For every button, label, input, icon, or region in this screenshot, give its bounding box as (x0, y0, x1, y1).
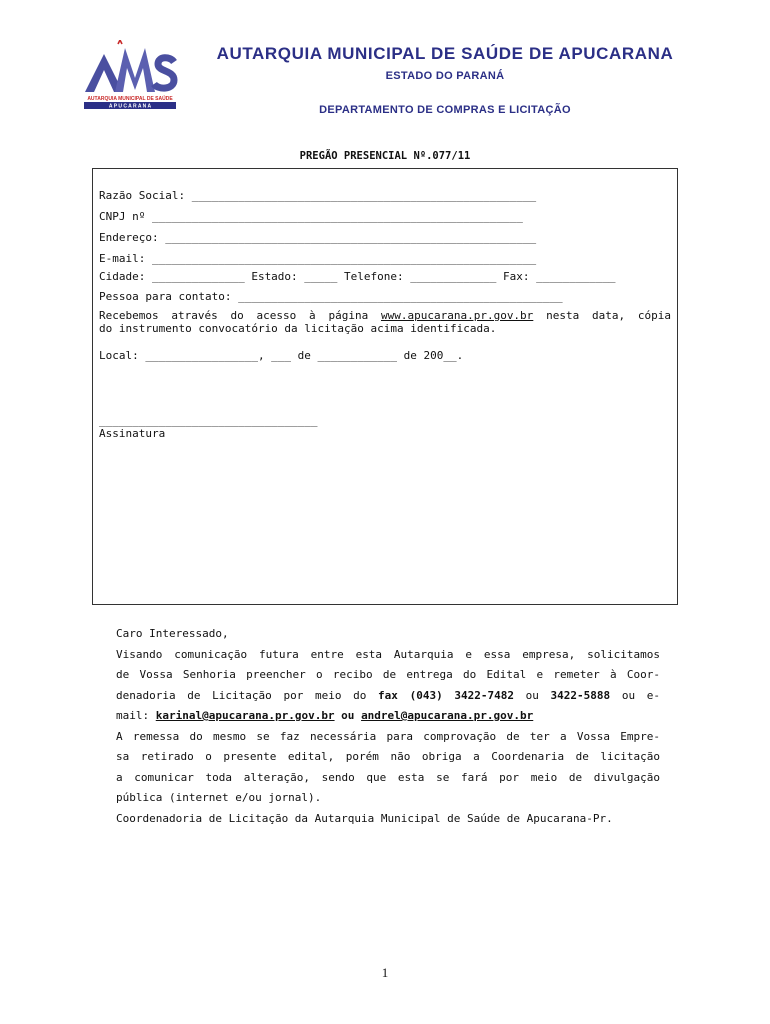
logo-accent-mark (118, 40, 122, 44)
receipt-text-mid: nesta data, cópia (533, 309, 671, 322)
letter-p1-line3 (116, 686, 660, 707)
pregao-title: PREGÃO PRESENCIAL Nº.077/11 (299, 150, 471, 162)
letter-closing: Coordenadoria de Licitação da Autarquia Municipal de Saúde de Apucarana-Pr. (116, 811, 613, 825)
letter-text: mail: (116, 709, 156, 722)
fax-number-alt: 3422-5888 (550, 688, 611, 702)
letter-text: ou (334, 709, 362, 722)
letter-p2-line4: pública (internet e/ou jornal). (116, 791, 322, 804)
letter-text: ou (513, 688, 551, 702)
endereco-field[interactable]: Endereço: ________________________________________________________ (99, 231, 537, 244)
fax-number: fax (043) 3422-7482 (378, 688, 514, 702)
letter-body (116, 624, 660, 829)
logo-letter-s (154, 58, 174, 88)
letter-p2-line2: sa retirado o presente edital, porém não obriga a Coordenaria de licitação (116, 750, 660, 763)
letter-text: denadoria de Licitação por meio do (116, 688, 379, 702)
website-link[interactable]: www.apucarana.pr.gov.br (380, 309, 534, 322)
contato-field[interactable]: Pessoa para contato: _________________________________________________ (99, 290, 563, 303)
ams-logo (82, 40, 178, 110)
letter-p1-line2: de Vossa Senhoria preencher o recibo de entrega do Edital e remeter à Coor- (116, 668, 660, 681)
email-field[interactable]: E-mail: __________________________________________________________ (99, 252, 537, 265)
letter-p1-line4 (116, 706, 660, 727)
email-link-karinal[interactable]: karinal@apucarana.pr.gov.br (155, 709, 335, 722)
letter-p1-line1: Visando comunicação futura entre esta Autarquia e essa empresa, solicitamos (116, 647, 660, 661)
email-link-andrel[interactable]: andrel@apucarana.pr.gov.br (361, 709, 534, 722)
cidade-estado-telefone-fax-row[interactable]: Cidade: ______________ Estado: _____ Telefone: _____________ Fax: ____________ (99, 270, 616, 283)
receipt-form (92, 168, 678, 605)
razao-social-field[interactable]: Razão Social: ____________________________________________________ (99, 189, 537, 202)
department-title: DEPARTAMENTO DE COMPRAS E LICITAÇÃO (319, 104, 571, 116)
agency-title: AUTARQUIA MUNICIPAL DE SAÚDE DE APUCARANA (216, 44, 674, 63)
page-number: 1 (381, 965, 389, 980)
receipt-statement-line1 (99, 309, 671, 323)
letter-greeting: Caro Interessado, (116, 627, 229, 640)
local-date-field[interactable]: Local: _________________, ___ de ____________ de 200__. (99, 349, 464, 362)
state-subtitle: ESTADO DO PARANÁ (385, 70, 505, 82)
logo-subtext: AUTARQUIA MUNICIPAL DE SAÚDE (87, 96, 173, 102)
signature-label: Assinatura (99, 427, 166, 440)
signature-line[interactable]: _________________________________ (99, 414, 318, 427)
receipt-statement-line2: do instrumento convocatório da licitação acima identificada. (99, 322, 497, 335)
cnpj-field[interactable]: CNPJ nº ________________________________________________________ (99, 210, 523, 223)
logo-city: A P U C A R A N A (108, 103, 152, 110)
letter-text: ou e- (610, 688, 660, 702)
letter-p2-line3: a comunicar toda alteração, sendo que esta se fará por meio de divulgação (116, 770, 660, 784)
letter-p2-line1: A remessa do mesmo se faz necessária para comprovação de ter a Vossa Empre- (116, 729, 660, 743)
receipt-text-start: Recebemos através do acesso à página (99, 309, 381, 322)
logo-letter-m (115, 48, 155, 92)
